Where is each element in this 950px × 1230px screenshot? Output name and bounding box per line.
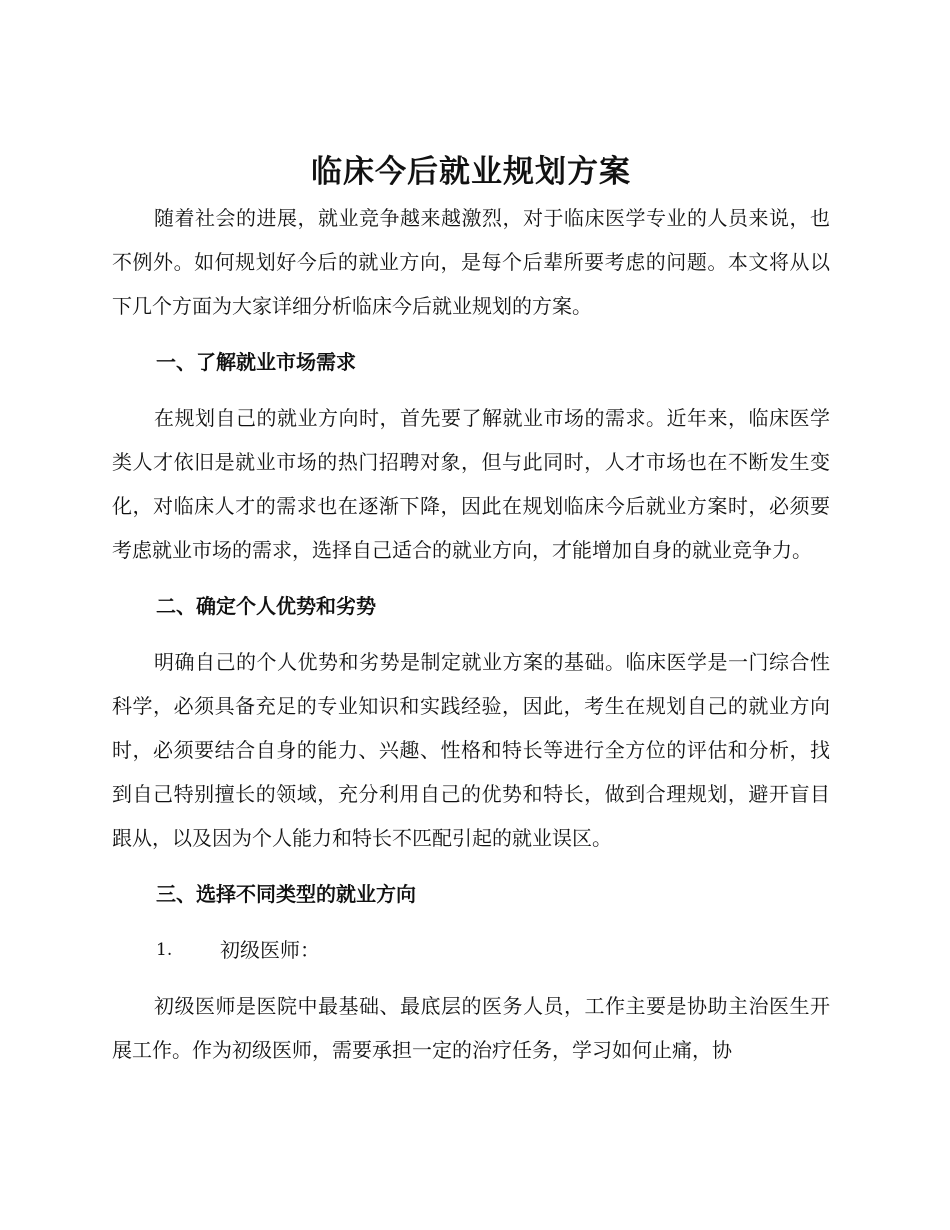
section-3-paragraph: 初级医师是医院中最基础、最底层的医务人员，工作主要是协助主治医生开展工作。作为初级医师，需要承担一定的治疗任务，学习如何止痛，协 (112, 994, 830, 1062)
document-page (112, 150, 830, 1072)
section-2-heading: 二、确定个人优势和劣势 (156, 594, 376, 618)
section-1-heading: 一、了解就业市场需求 (156, 350, 356, 374)
document-title: 临床今后就业规划方案 (311, 154, 631, 190)
list-item-number: 1. (156, 940, 173, 960)
section-2-paragraph: 明确自己的个人优势和劣势是制定就业方案的基础。临床医学是一门综合性科学，必须具备充足的专业知识和实践经验，因此，考生在规划自己的就业方向时，必须要结合自身的能力、兴趣、性格和特长等进行全方位的评估和分析，找到自己特别擅长的领域，充分利用自己的优势和特长，做到合理规划，避开盲目跟从，以及因为个人能力和特长不匹配引起的就业误区。 (112, 650, 830, 850)
section-3-heading: 三、选择不同类型的就业方向 (156, 882, 416, 906)
list-item-label: 初级医师： (220, 938, 320, 962)
list-item (112, 928, 830, 972)
intro-paragraph: 随着社会的进展，就业竞争越来越激烈，对于临床医学专业的人员来说，也不例外。如何规划好今后的就业方向，是每个后辈所要考虑的问题。本文将从以下几个方面为大家详细分析临床今后就业规划的方案。 (112, 206, 830, 318)
section-1-paragraph: 在规划自己的就业方向时，首先要了解就业市场的需求。近年来，临床医学类人才依旧是就业市场的热门招聘对象，但与此同时，人才市场也在不断发生变化，对临床人才的需求也在逐渐下降，因此在规划临床今后就业方案时，必须要考虑就业市场的需求，选择自己适合的就业方向，才能增加自身的就业竞争力。 (112, 406, 830, 562)
